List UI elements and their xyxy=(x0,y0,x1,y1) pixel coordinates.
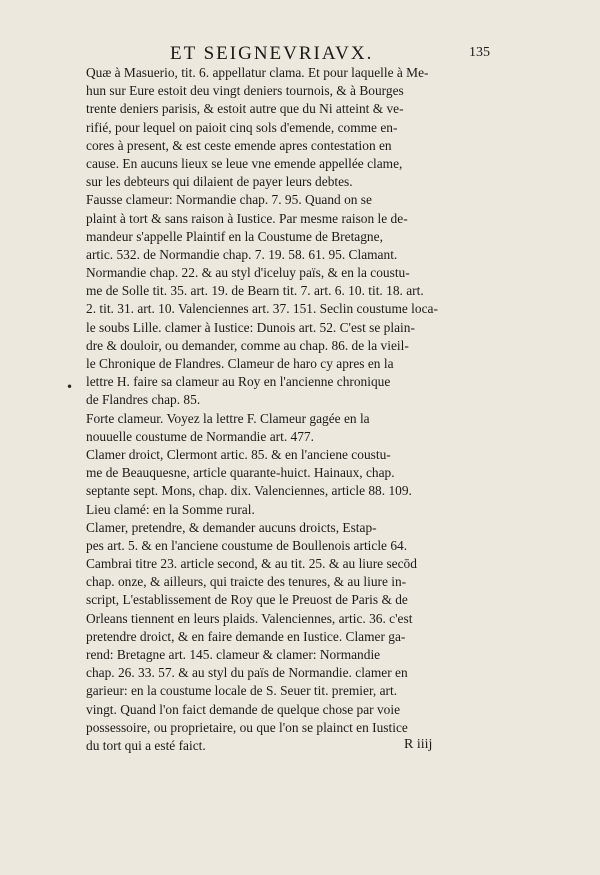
page-number: 135 xyxy=(469,45,490,60)
text-line: artic. 532. de Normandie chap. 7. 19. 58. 61. 95. Clamant. xyxy=(86,246,398,262)
text-line: Fausse clameur: Normandie chap. 7. 95. Quand on se xyxy=(86,192,372,208)
text-line: le Chronique de Flandres. Clameur de haro cy apres en la xyxy=(86,356,394,371)
text-line: trente deniers parisis, & estoit autre que du Ni atteint & ve- xyxy=(86,101,404,117)
text-line: hun sur Eure estoit deu vingt deniers tournois, & à Bourges xyxy=(86,83,404,99)
text-line: me de Beauquesne, article quarante-huict. Hainaux, chap. xyxy=(86,465,395,481)
margin-mark: • xyxy=(66,380,74,394)
text-line: me de Solle tit. 35. art. 19. de Bearn tit. 7. art. 6. 10. tit. 18. art. xyxy=(86,283,424,299)
text-line: lettre H. faire sa clameur au Roy en l'ancienne chronique xyxy=(86,374,391,390)
text-line: Clamer, pretendre, & demander aucuns droicts, Estap- xyxy=(86,519,377,535)
text-line: script, L'establissement de Roy que le Preuost de Paris & de xyxy=(86,592,408,608)
text-line: nouuelle coustume de Normandie art. 477. xyxy=(86,428,314,444)
text-line: du tort qui a esté faict. xyxy=(86,737,206,753)
text-line: garieur: en la coustume locale de S. Seuer tit. premier, art. xyxy=(86,683,398,699)
text-line: Clamer droict, Clermont artic. 85. & en l'anciene coustu- xyxy=(86,446,391,462)
page-header xyxy=(140,43,500,65)
text-line: le soubs Lille. clamer à Iustice: Dunois art. 52. C'est se plain- xyxy=(86,319,415,335)
text-line: vingt. Quand l'on faict demande de quelque chose par voie xyxy=(86,701,401,717)
text-line: de Flandres chap. 85. xyxy=(86,392,201,408)
text-line: cores à present, & est ceste emende apres contestation en xyxy=(86,137,392,153)
text-line: chap. 26. 33. 57. & au styl du païs de Normandie. clamer en xyxy=(86,665,408,681)
text-line: chap. onze, & ailleurs, qui traicte des tenures, & au liure in- xyxy=(86,574,407,590)
text-line: pes art. 5. & en l'anciene coustume de Boullenois article 64. xyxy=(86,537,408,553)
body-text xyxy=(86,64,486,755)
text-line: Lieu clamé: en la Somme rural. xyxy=(86,501,255,517)
text-line: possessoire, ou proprietaire, ou que l'on se plainct en Iustice xyxy=(86,719,408,735)
text-line: Forte clameur. Voyez la lettre F. Clameur gagée en la xyxy=(86,410,370,426)
text-line: 2. tit. 31. art. 10. Valenciennes art. 37. 151. Seclin coustume loca- xyxy=(86,301,438,317)
text-line: mandeur s'appelle Plaintif en la Coustume de Bretagne, xyxy=(86,228,383,244)
text-line: Cambrai titre 23. article second, & au tit. 25. & au liure secōd xyxy=(86,556,417,572)
running-title: ET SEIGNEVRIAVX. xyxy=(170,43,374,64)
text-line: septante sept. Mons, chap. dix. Valenciennes, article 88. 109. xyxy=(86,483,412,499)
text-line: cause. En aucuns lieux se leue vne emende appellée clame, xyxy=(86,155,403,171)
text-line: rifié, pour lequel on paioit cinq sols d'emende, comme en- xyxy=(86,119,398,135)
text-line: plaint à tort & sans raison à Iustice. Par mesme raison le de- xyxy=(86,210,408,226)
text-line: pretendre droict, & en faire demande en Iustice. Clamer ga- xyxy=(86,628,406,644)
text-line: Orleans tiennent en leurs plaids. Valenciennes, artic. 36. c'est xyxy=(86,610,413,626)
text-line: dre & douloir, ou demander, comme au chap. 86. de la vieil- xyxy=(86,337,409,353)
text-line: sur les debteurs qui dilaient de payer leurs debtes. xyxy=(86,174,353,190)
text-line: Quæ à Masuerio, tit. 6. appellatur clama. Et pour laquelle à Me- xyxy=(86,65,429,80)
text-line: Normandie chap. 22. & au styl d'iceluy païs, & en la coustu- xyxy=(86,265,410,281)
signature-mark: R iiij xyxy=(404,737,433,752)
text-line: rend: Bretagne art. 145. clameur & clamer: Normandie xyxy=(86,647,381,662)
